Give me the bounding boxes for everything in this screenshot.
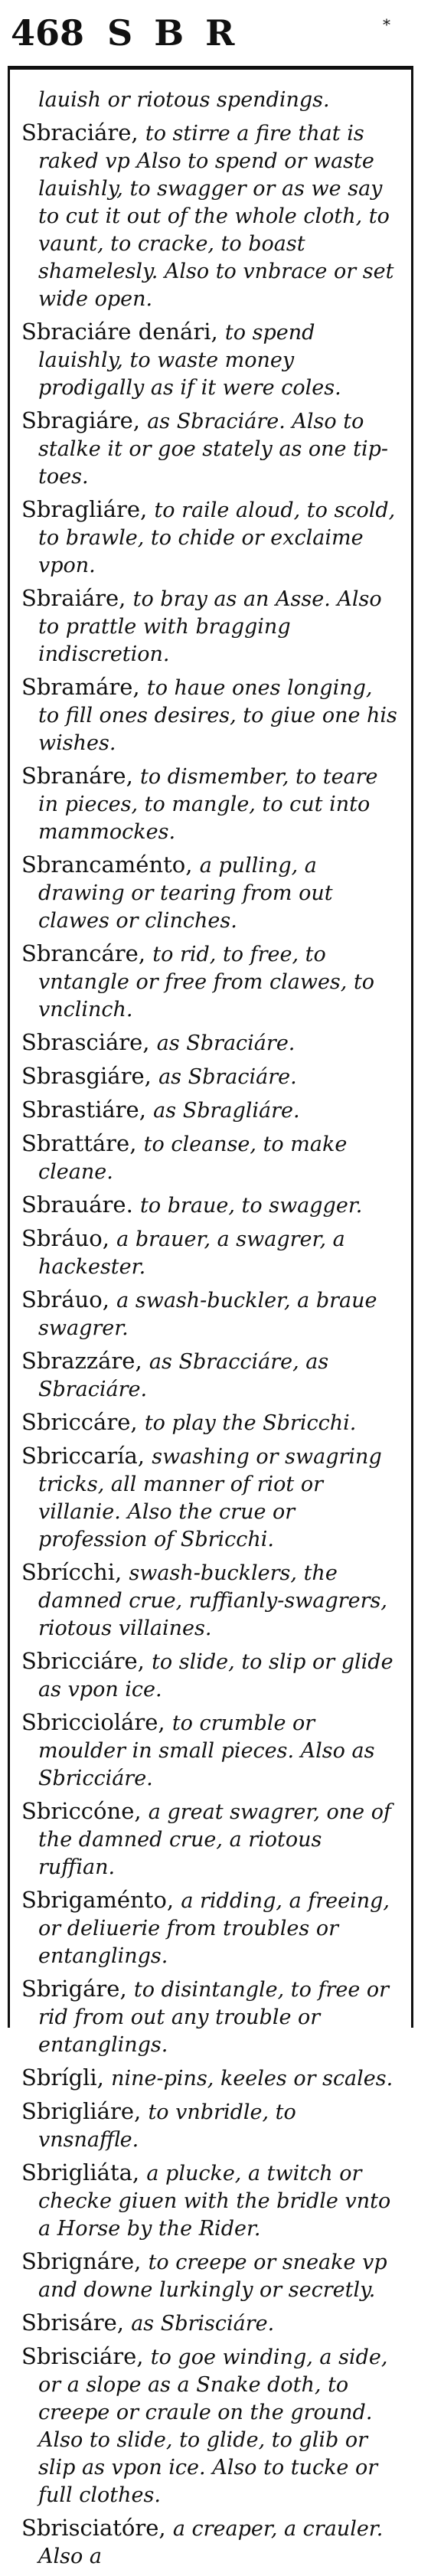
dictionary-entry (21, 2098, 400, 2153)
dictionary-entry (21, 1192, 400, 1219)
headword: Sbrasgiáre, (21, 1063, 152, 1089)
dictionary-entry (21, 1798, 400, 1881)
headword: Sbraciáre, (21, 119, 139, 145)
dictionary-entry (21, 1130, 400, 1185)
headword: Sbrancáre, (21, 940, 146, 966)
dictionary-entry (21, 2064, 400, 2092)
dictionary-entry (21, 407, 400, 490)
headword: Sbrisciáre, (21, 2343, 144, 2369)
headword: Sbriccaría, (21, 1443, 145, 1469)
headword: Sbragiáre, (21, 407, 140, 433)
dictionary-entry (21, 1409, 400, 1437)
definition: to braue, to swagger. (140, 1194, 363, 1218)
headword: Sbraciáre denári, (21, 319, 218, 345)
dictionary-entry (21, 1097, 400, 1124)
definition: as Sbraciáre. Also to stalke it or goe stately as one tip-toes. (38, 410, 389, 489)
headword: Sbrígli, (21, 2064, 104, 2091)
headword: Sbriccáre, (21, 1409, 138, 1435)
definition: nine-pins, keeles or scales. (111, 2067, 393, 2091)
headword: Sbrancaménto, (21, 852, 193, 878)
definition: a ridding, a freeing, or deliuerie from troubles or entanglings. (38, 1889, 390, 1968)
dictionary-entry (21, 940, 400, 1023)
dictionary-entry (21, 86, 400, 113)
headword: Sbrasciáre, (21, 1029, 150, 1055)
headword: Sbrisciatóre, (21, 2515, 166, 2541)
headword: Sbrazzáre, (21, 1348, 142, 1374)
definition: as Sbragliáre. (153, 1099, 300, 1123)
dictionary-entry (21, 1443, 400, 1553)
dictionary-entry (21, 2343, 400, 2509)
definition: to goe winding, a side, or a slope as a Snake doth, to creepe or craule on the ground. Also to slide, to glide, to glib or slip as vpon ice. Also to tucke or full clothes. (38, 2346, 388, 2507)
definition: to slide, to slip or glide as vpon ice. (38, 1650, 393, 1702)
dictionary-entry (21, 1559, 400, 1642)
headword: Sbrisáre, (21, 2310, 124, 2336)
headword: Sbráuo, (21, 1286, 109, 1313)
definition: a creaper, a crauler. Also a (38, 2517, 384, 2568)
dictionary-entry (21, 852, 400, 934)
headword: Sbranáre, (21, 763, 133, 789)
dictionary-entry (21, 496, 400, 579)
running-head: SBR (107, 12, 256, 54)
headword: Sbrastiáre, (21, 1097, 146, 1123)
definition: to vnbridle, to vnsnaffle. (38, 2100, 296, 2152)
definition: as Sbraciáre. (158, 1065, 297, 1089)
definition: to rid, to free, to vntangle or free from clawes, to vnclinch. (38, 943, 375, 1022)
headword: Sbrícchi, (21, 1559, 122, 1585)
dictionary-entry (21, 763, 400, 845)
dictionary-entry (21, 1225, 400, 1280)
dictionary-entry (21, 1029, 400, 1057)
dictionary-entry (21, 1348, 400, 1403)
definition: to raile aloud, to scold, to brawle, to chide or exclaime vpon. (38, 499, 396, 577)
definition: to haue ones longing, to fill ones desires, to giue one his wishes. (38, 676, 397, 755)
definition: swash-bucklers, the damned crue, ruffianly-swagrers, riotous villaines. (38, 1561, 387, 1640)
definition: to dismember, to teare in pieces, to mangle, to cut into mammockes. (38, 765, 378, 844)
definition: to spend lauishly, to waste money prodigally as if it were coles. (38, 321, 341, 400)
dictionary-entry (21, 674, 400, 757)
ornament-mark: * (383, 15, 390, 34)
dictionary-entry (21, 1887, 400, 1970)
definition: lauish or riotous spendings. (38, 88, 330, 112)
dictionary-entry (21, 2310, 400, 2337)
headword: Sbrattáre, (21, 1130, 137, 1156)
headword: Sbráuo, (21, 1225, 109, 1251)
definition: as Sbracciáre, as Sbraciáre. (38, 1350, 329, 1401)
dictionary-entry (21, 119, 400, 312)
headword: Sbrauáre. (21, 1192, 133, 1218)
dictionary-entry (21, 1709, 400, 1792)
dictionary-entry (21, 1648, 400, 1703)
page-header (0, 0, 431, 66)
definition: as Sbrisciáre. (131, 2312, 275, 2336)
headword: Sbrigaménto, (21, 1887, 175, 1913)
definition: to creepe or sneake vp and downe lurkingly or secretly. (38, 2251, 387, 2302)
definition: to disintangle, to free or rid from out any trouble or entanglings. (38, 1978, 390, 2057)
definition: a great swagrer, one of the damned crue, a riotous ruffian. (38, 1800, 391, 1879)
dictionary-entry (21, 1063, 400, 1090)
definition: to stirre a fire that is raked vp Also to spend or waste lauishly, to swagger or as we say to cut it out of the whole cloth, to vaunt, to cracke, to boast shamelesly. Also to vnbrace or set wide open. (38, 122, 394, 311)
definition: a pulling, a drawing or tearing from out clawes or clinches. (38, 854, 333, 933)
headword: Sbragliáre, (21, 496, 148, 522)
dictionary-entry (21, 1286, 400, 1342)
headword: Sbriccioláre, (21, 1709, 165, 1735)
definition: as Sbraciáre. (156, 1031, 295, 1055)
definition: swashing or swagring tricks, all manner of riot or villanie. Also the crue or profession of Sbricchi. (38, 1445, 382, 1551)
dictionary-entries (21, 86, 400, 2576)
headword: Sbrigliáta, (21, 2159, 140, 2185)
dictionary-entry (21, 319, 400, 401)
dictionary-entry (21, 1976, 400, 2058)
headword: Sbrigáre, (21, 1976, 127, 2002)
definition: to play the Sbricchi. (144, 1411, 357, 1435)
dictionary-entry (21, 2159, 400, 2242)
page-number: 468 (11, 12, 85, 54)
headword: Sbramáre, (21, 674, 140, 700)
definition: a brauer, a swagrer, a hackester. (38, 1228, 345, 1279)
headword: Sbrigliáre, (21, 2098, 142, 2124)
headword: Sbriccóne, (21, 1798, 142, 1824)
definition: to bray as an Asse. Also to prattle with bragging indiscretion. (38, 587, 382, 666)
headword: Sbraiáre, (21, 585, 126, 611)
headword: Sbricciáre, (21, 1648, 145, 1674)
definition: a plucke, a twitch or checke giuen with the bridle vnto a Horse by the Rider. (38, 2162, 391, 2241)
definition: to crumble or moulder in small pieces. Also as Sbricciáre. (38, 1711, 375, 1790)
dictionary-entry (21, 2248, 400, 2303)
definition: a swash-buckler, a braue swagrer. (38, 1289, 377, 1340)
definition: to cleanse, to make cleane. (38, 1133, 348, 1184)
dictionary-entry (21, 585, 400, 668)
dictionary-entry (21, 2515, 400, 2570)
headword: Sbrignáre, (21, 2248, 142, 2274)
